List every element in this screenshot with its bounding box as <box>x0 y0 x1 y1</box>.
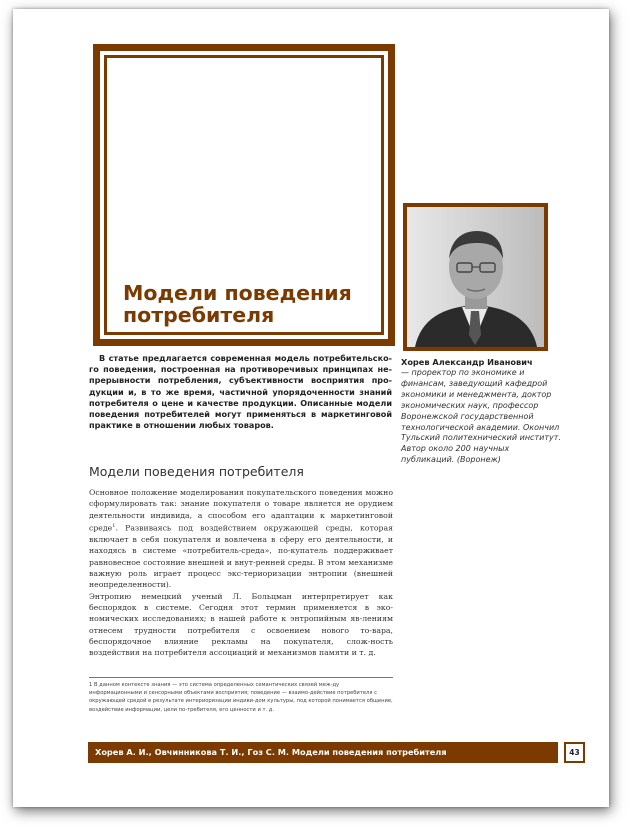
body-paragraph-1 <box>89 487 393 591</box>
author-photo <box>407 207 544 347</box>
body-paragraph-2: Энтропию немецкий ученый Л. Больцман интерпретирует как беспорядок в системе. Сегодня этот термин применяется в эко-номических исследованиях; в нашей работе к энтропийным яв-лениям отнесем трудности потребителя с освоением нового то-вара, беспорядочное влияние рекламы на покупателя, слож-ность воздействия на потребителя ассоциаций и механизмов памяти и т. д. <box>89 591 393 658</box>
footer-citation: Хорев А. И., Овчинникова Т. И., Гоз С. М. Модели поведения потребителя <box>95 747 447 757</box>
body-paragraph-1-part-b: . Развиваясь под воздействием окружающей среды, которая включает в себя покупателя и вовлечена в сферу его деятельности, и находясь в системе «потребитель-среда», по-купатель поддерживает равновесное состояние внешней и внут-ренней среды. В этом механизме важную роль играет процесс экс-териоризации энтропии (внешней неопределенности). <box>89 523 393 590</box>
article-title-line2: потребителя <box>123 303 275 327</box>
footnote: 1 В данном контексте знания — это система определенных семантических связей меж-ду информационными и сенсорными объектами восприятия; поведение — взаимо-действие потребителя с окружающей средой в результате интериоризации индиви-дом культуры, под которой понимается общение, воздействие информации, цели по-требителя, его ценности и т. д. <box>89 677 393 714</box>
article-abstract: В статье предлагается современная модель потребительско-го поведения, построенная на противоречивых принципах не-прерывности потребления, субъективности восприятия про-дукции и, в то же время, частичной упорядоченности знаний потребителя о цене и качестве продукции. Описанные модели поведения потребителей могут применяться в маркетинговой практике в отношении любых товаров. <box>89 353 392 431</box>
author-photo-frame <box>403 203 548 351</box>
article-body <box>89 487 393 659</box>
title-frame-border <box>104 55 384 335</box>
author-portrait-image <box>407 207 544 347</box>
title-frame-inner <box>100 51 388 339</box>
title-frame <box>93 44 395 346</box>
article-title <box>123 282 373 326</box>
page-number-box <box>564 742 585 763</box>
author-bio: — проректор по экономике и финансам, заведующий кафедрой экономики и менеджмента, доктор экономических наук, профессор Воронежской государственной технологической академии. Окончил Тульский политехнический институт. Автор около 200 научных публикаций. (Воронеж) <box>401 368 561 465</box>
article-title-line1: Модели поведения <box>123 281 352 305</box>
body-paragraph-1-part-a: Основное положение моделирования покупательского поведения можно сформулировать так: знание покупателя о товаре является не орудием деятельности индивида, а способом его адаптации к маркетинговой среде <box>89 488 393 533</box>
author-name: Хорев Александр Иванович <box>401 357 533 367</box>
journal-page <box>13 9 609 807</box>
page-number: 43 <box>566 744 583 761</box>
section-title: Модели поведения потребителя <box>89 464 304 479</box>
footnote-ref: 1 <box>112 523 116 530</box>
